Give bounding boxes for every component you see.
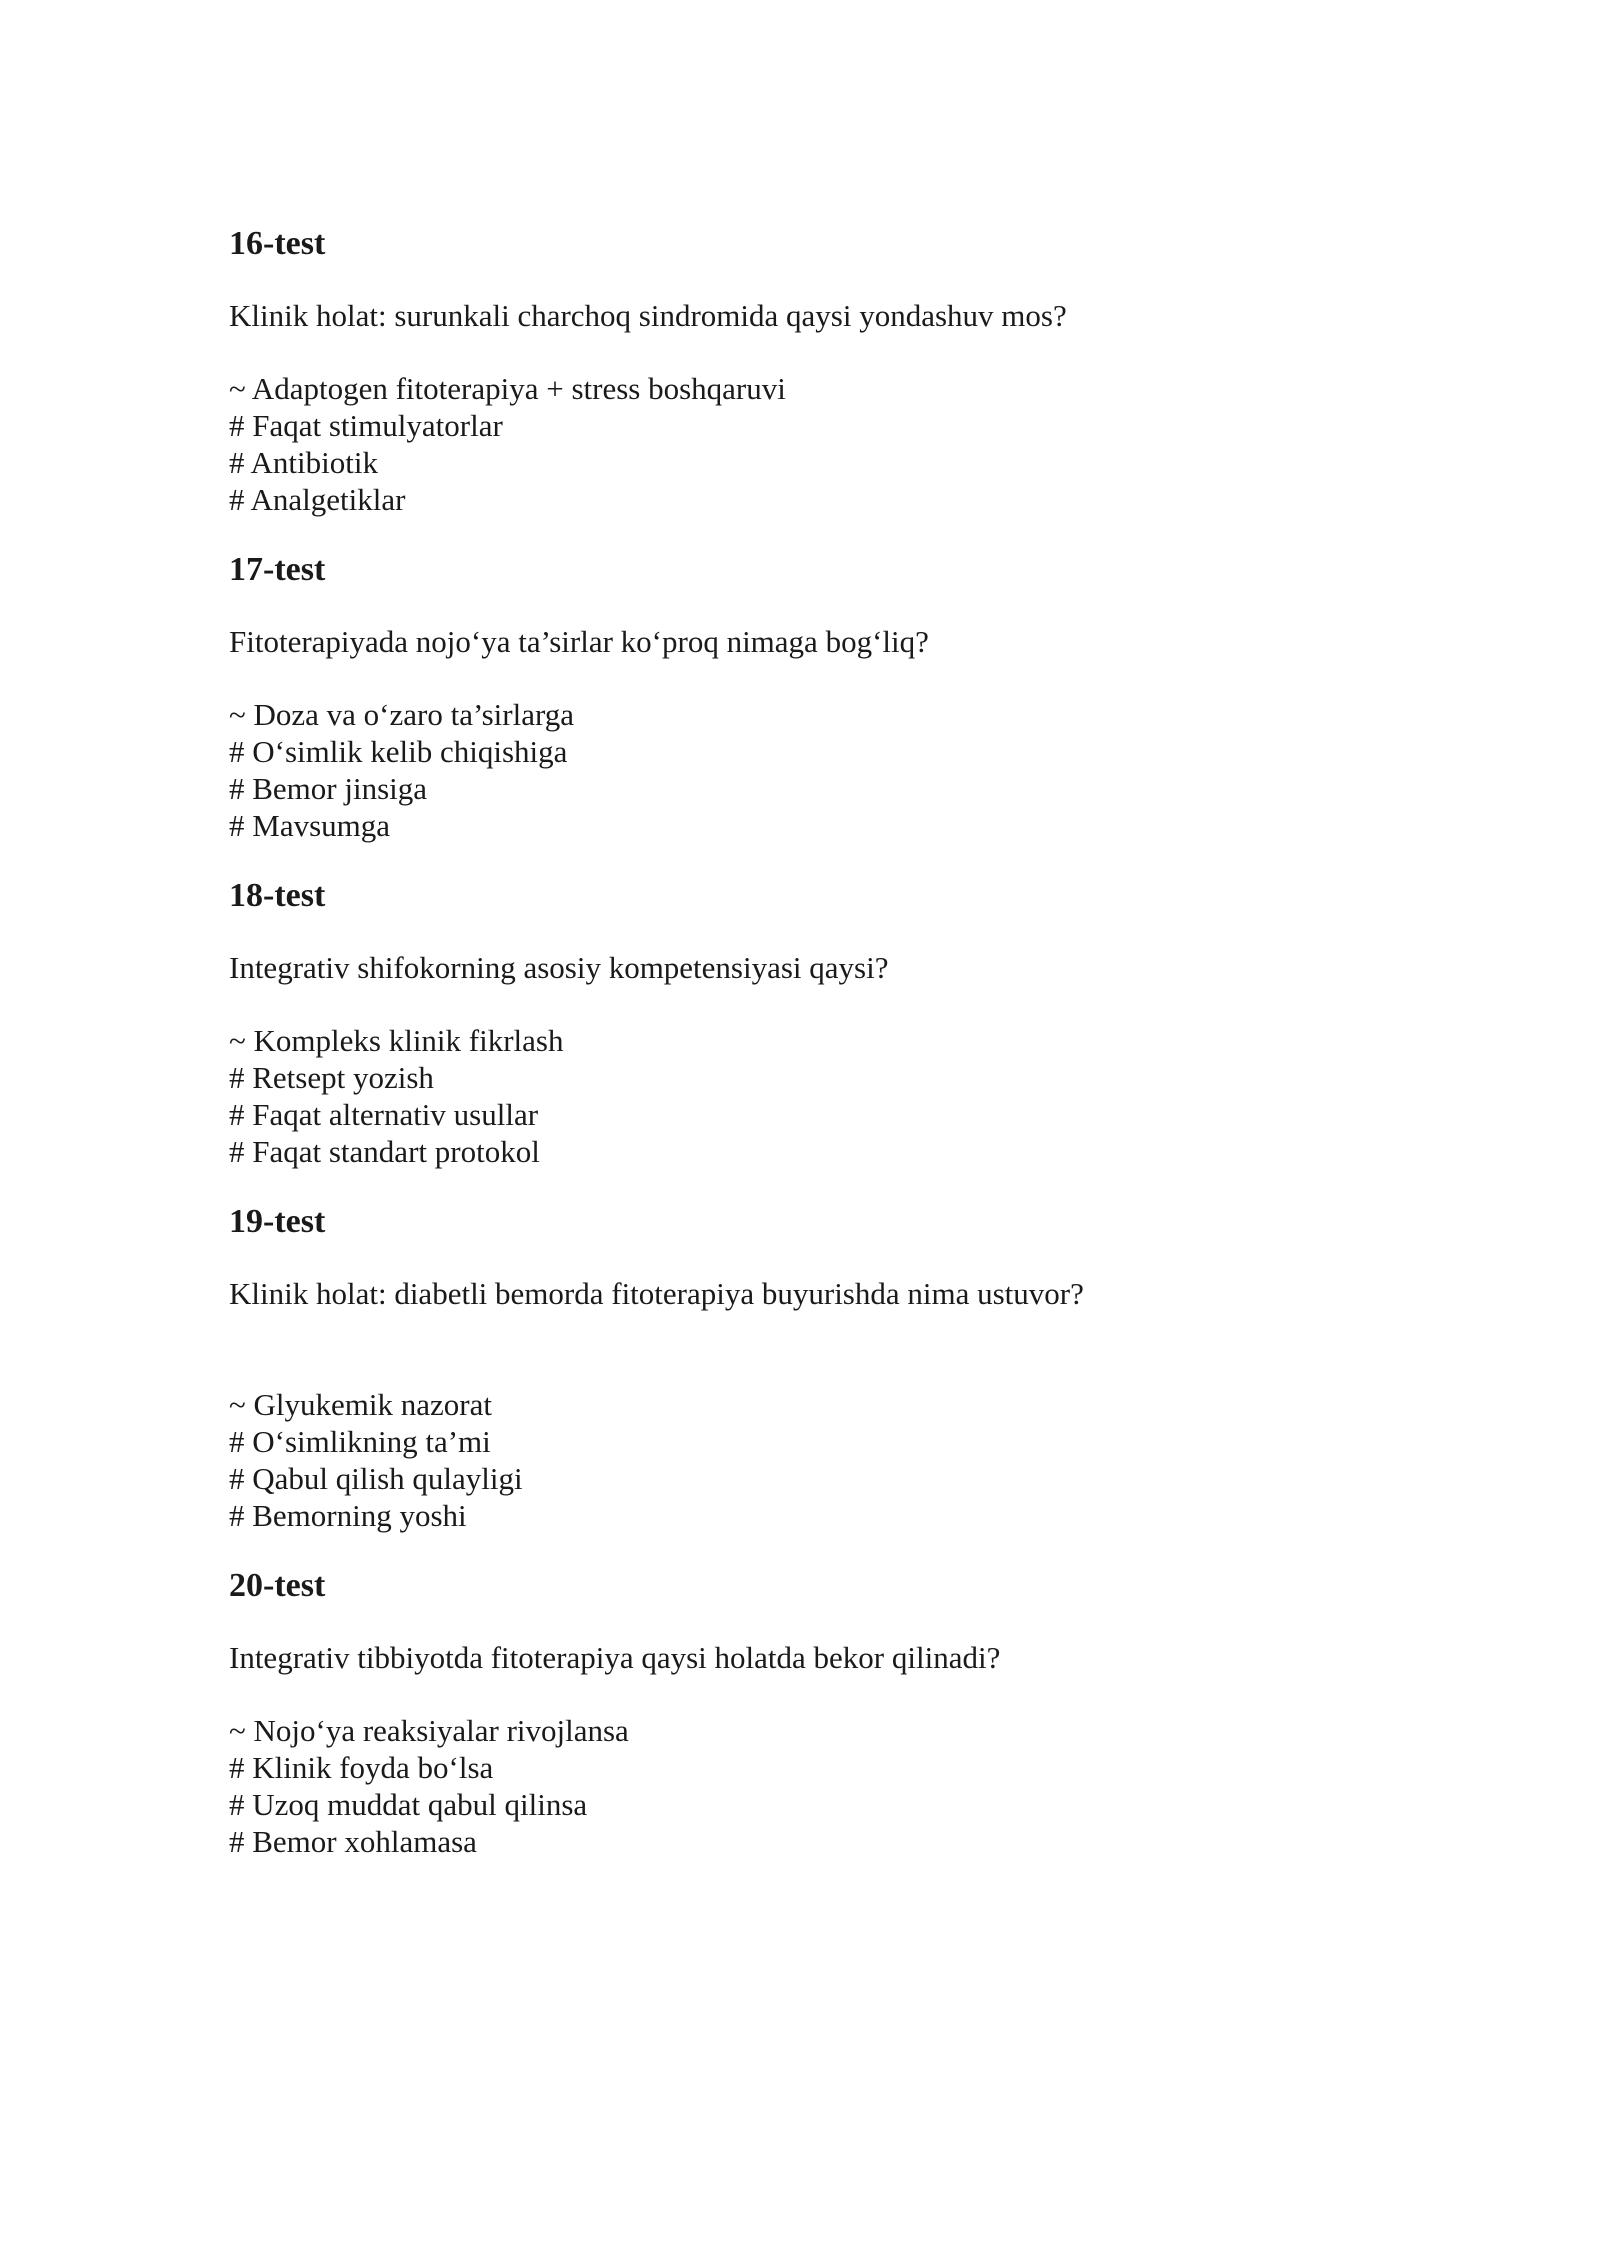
test-question: Klinik holat: surunkali charchoq sindromida qaysi yondashuv mos? <box>229 298 1067 333</box>
test-question: Integrativ shifokorning asosiy kompetensiyasi qaysi? <box>229 950 889 985</box>
answer-options <box>229 1712 1429 1860</box>
test-question: Fitoterapiyada nojo‘ya ta’sirlar ko‘proq nimaga bog‘liq? <box>229 624 929 659</box>
test-title: 19-test <box>229 1203 326 1240</box>
test-block-18 <box>229 874 1429 1170</box>
answer-option: # Faqat stimulyatorlar <box>229 408 503 443</box>
test-block-19 <box>229 1200 1429 1534</box>
test-title: 17-test <box>229 551 326 588</box>
answer-option: # Antibiotik <box>229 445 378 480</box>
answer-option: # Faqat alternativ usullar <box>229 1097 539 1132</box>
test-title: 18-test <box>229 877 326 914</box>
answer-option: # Bemor jinsiga <box>229 771 428 806</box>
test-title: 20-test <box>229 1567 326 1604</box>
answer-options <box>229 696 1429 844</box>
answer-option-correct: ~ Kompleks klinik fikrlash <box>229 1023 564 1058</box>
test-question: Integrativ tibbiyotda fitoterapiya qaysi holatda bekor qilinadi? <box>229 1640 1001 1675</box>
test-question: Klinik holat: diabetli bemorda fitoterapiya buyurishda nima ustuvor? <box>229 1276 1084 1311</box>
answer-option: # Bemorning yoshi <box>229 1498 467 1533</box>
answer-option: # O‘simlik kelib chiqishiga <box>229 734 568 769</box>
answer-option: # Bemor xohlamasa <box>229 1824 477 1859</box>
answer-option-correct: ~ Nojo‘ya reaksiyalar rivojlansa <box>229 1713 629 1748</box>
test-title: 16-test <box>229 225 326 262</box>
answer-options <box>229 1022 1429 1170</box>
test-block-16 <box>229 222 1429 518</box>
test-block-20 <box>229 1564 1429 1860</box>
answer-option: # O‘simlikning ta’mi <box>229 1424 491 1459</box>
answer-options <box>229 370 1429 518</box>
test-block-17 <box>229 548 1429 844</box>
answer-option-correct: ~ Glyukemik nazorat <box>229 1387 492 1422</box>
answer-option: # Uzoq muddat qabul qilinsa <box>229 1787 588 1822</box>
answer-option: # Klinik foyda bo‘lsa <box>229 1750 494 1785</box>
answer-option: # Analgetiklar <box>229 482 406 517</box>
answer-option: # Faqat standart protokol <box>229 1134 540 1169</box>
answer-option-correct: ~ Adaptogen fitoterapiya + stress boshqaruvi <box>229 371 786 406</box>
answer-options <box>229 1386 1429 1534</box>
answer-option: # Qabul qilish qulayligi <box>229 1461 523 1496</box>
answer-option: # Mavsumga <box>229 808 391 843</box>
document-page <box>229 222 1429 1890</box>
answer-option-correct: ~ Doza va o‘zaro ta’sirlarga <box>229 697 574 732</box>
answer-option: # Retsept yozish <box>229 1060 434 1095</box>
